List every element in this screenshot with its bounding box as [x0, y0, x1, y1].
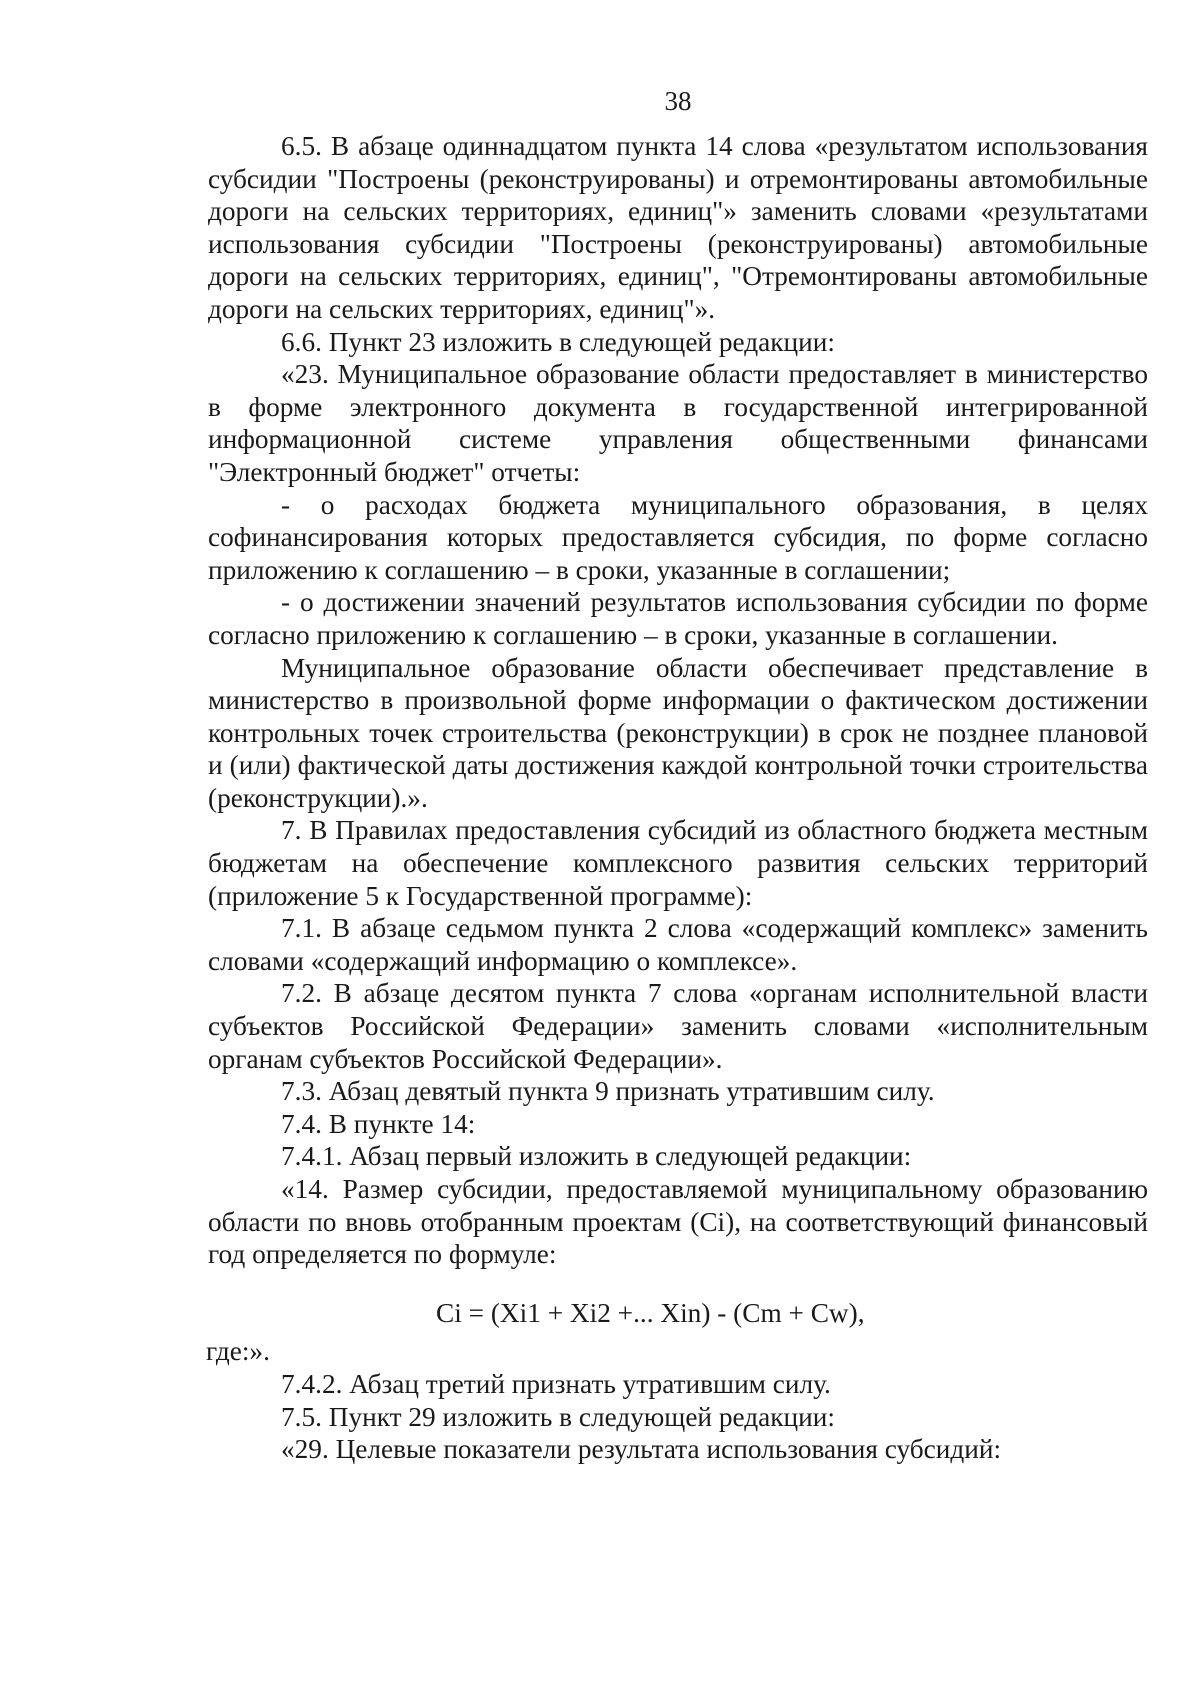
list-item-results: - о достижении значений результатов использования субсидии по форме согласно приложению к соглашению – в сроки, указанные в соглашении.: [208, 587, 1148, 650]
paragraph-6-6: 6.6. Пункт 23 изложить в следующей редакции:: [281, 326, 835, 357]
document-body: [208, 130, 1148, 1466]
paragraph-23: «23. Муниципальное образование области предоставляет в министерство в форме электронного документа в государственной интегрированной информационной системе управления общественными финансами "Электронный бюджет" отчеты:: [208, 359, 1148, 487]
paragraph-7-5: 7.5. Пункт 29 изложить в следующей редакции:: [281, 1401, 835, 1432]
paragraph-7: 7. В Правилах предоставления субсидий из областного бюджета местным бюджетам на обеспечение комплексного развития сельских территорий (приложение 5 к Государственной программе):: [208, 815, 1148, 911]
paragraph-7-4-2: 7.4.2. Абзац третий признать утратившим силу.: [281, 1368, 831, 1399]
paragraph-14: «14. Размер субсидии, предоставляемой муниципальному образованию области по вновь отобранным проектам (Ci), на соответствующий финансовый год определяется по формуле:: [208, 1174, 1148, 1270]
paragraph-6-5: 6.5. В абзаце одиннадцатом пункта 14 слова «результатом использования субсидии "Построены (реконструированы) и отремонтированы автомобильные дороги на сельских территориях, единиц"» заменить словами «результатами использования субсидии "Построены (реконструированы) автомобильные дороги на сельских территориях, единиц", "Отремонтированы автомобильные дороги на сельских территориях, единиц"».: [208, 131, 1148, 324]
list-item-expenses: - о расходах бюджета муниципального образования, в целях софинансирования которых предоставляется субсидия, по форме согласно приложению к соглашению – в сроки, указанные в соглашении;: [208, 489, 1148, 585]
paragraph-control-points: Муниципальное образование области обеспечивает представление в министерство в произвольной форме информации о фактическом достижении контрольных точек строительства (реконструкции) в срок не позднее плановой и (или) фактической даты достижения каждой контрольной точки строительства (реконструкции).».: [208, 652, 1148, 813]
paragraph-29: «29. Целевые показатели результата использования субсидий:: [281, 1434, 1002, 1465]
formula: Ci = (Xi1 + Xi2 +... Xin) - (Cm + Cw),: [436, 1297, 865, 1328]
where-label: где:».: [206, 1336, 270, 1367]
paragraph-7-4: 7.4. В пункте 14:: [281, 1108, 476, 1139]
paragraph-7-3: 7.3. Абзац девятый пункта 9 признать утратившим силу.: [281, 1076, 935, 1107]
page-number: 38: [664, 86, 692, 116]
paragraph-7-2: 7.2. В абзаце десятом пункта 7 слова «органам исполнительной власти субъектов Российской Федерации» заменить словами «исполнительным органам субъектов Российской Федерации».: [208, 978, 1148, 1074]
paragraph-7-1: 7.1. В абзаце седьмом пункта 2 слова «содержащий комплекс» заменить словами «содержащий информацию о комплексе».: [208, 913, 1148, 976]
paragraph-7-4-1: 7.4.1. Абзац первый изложить в следующей редакции:: [281, 1141, 912, 1172]
